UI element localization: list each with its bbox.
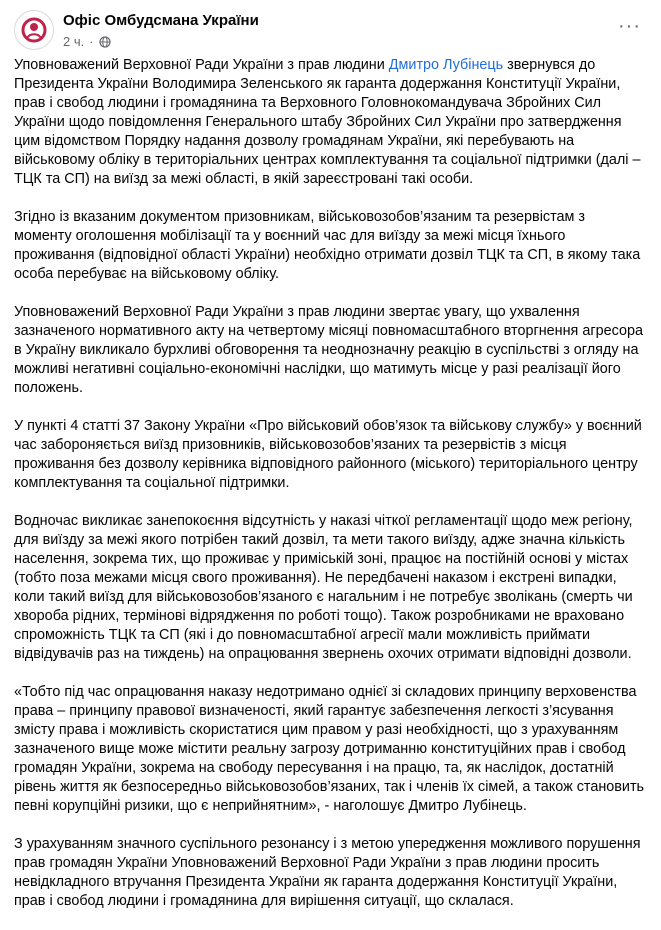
paragraph-6: «Тобто під час опрацювання наказу недотримано однієї зі складових принципу верховенства права – принципу правової визначеності, який гарантує забезпечення легкості з’ясування змісту права і можливість скористатися цим правом у разі необхідності, що з урахуванням зазначеного вище може містити реальну загрозу дотриманню конституційних прав і свобод громадян України, зокрема на свободу пересування і на працю, та, як наслідок, достатній рівень життя як безпосередньо військовозобов’язаних, так і членів їх сімей, а також становить певні корупційні ризики, що є неприйнятним», - наголошує Дмитро Лубінець. — [14, 684, 645, 814]
paragraph-5: Водночас викликає занепокоєння відсутність у наказі чіткої регламентації щодо меж регіону, для виїзду за межі якого потрібен такий дозвіл, та мети такого виїзду, адже значна кількість населення, зокрема тих, що проживає у приміській зоні, працює на постійній основі у містах (тобто поза межами місця свого проживання). Не передбачені наказом і екстрені випадки, коли такий виїзд для військовозобов’язаного є нагальним і не потребує зволікань (смерть чи хвороба рідних, термінові відрядження по роботі тощо). Також розробниками не враховано спроможність ТЦК та СП (які і до повномасштабної агресії мали можливість приймати відвідувачів раз на тиждень) на опрацювання звернень охочих отримати відповідні дозволи. — [14, 513, 633, 662]
post-text — [14, 56, 646, 930]
paragraph-text: звернувся до Президента України Володимира Зеленського як гаранта додержання Конституції України, прав і свобод людини і громадянина та Верховного Головнокомандувача Збройних Сил України щодо повідомлення Генерального штабу Збройних Сил України про затвердження цим відомством Порядку надання дозволу громадянам України, які перебувають на військовому обліку в територіальних центрах комплектування та соціальної підтримки (далі – ТЦК та СП) на виїзд за межі області, в якій зареєстровані такі особи. — [14, 57, 641, 187]
meta-separator: · — [89, 34, 94, 49]
globe-icon[interactable] — [99, 36, 111, 48]
more-options-icon[interactable]: ··· — [618, 15, 641, 37]
page-avatar[interactable] — [14, 10, 54, 50]
paragraph-7: З урахуванням значного суспільного резонансу і з метою упередження можливого порушення прав громадян України Уповноважений Верховної Ради України з прав людини просить невідкладного втручання Президента України як гаранта додержання Конституції України, прав і свобод людини і громадянина для вирішення ситуації, що склалася. — [14, 836, 641, 909]
post-timestamp[interactable]: 2 ч. — [63, 34, 85, 49]
paragraph-1 — [14, 56, 646, 189]
paragraph-3: Уповноважений Верховної Ради України з прав людини звертає увагу, що ухвалення зазначеного нормативного акту на четвертому місяці повномасштабного вторгнення агресора в Україну викликало бурхливі обговорення та неоднозначну реакцію в суспільстві з огляду на можливі негативні соціально-економічні наслідки, що матимуть місце у разі реалізації його положень. — [14, 304, 643, 396]
post-header — [14, 10, 651, 56]
paragraph-text: Уповноважений Верховної Ради України з прав людини — [14, 57, 389, 73]
paragraph-4: У пункті 4 статті 37 Закону України «Про військовий обов’язок та військову службу» у воєнний час забороняється виїзд призовників, військовозобов’язаних та резервістів з місця проживання без дозволу керівника відповідного районного (міського) територіального центру комплектування та соціальної підтримки. — [14, 418, 642, 491]
page-name[interactable]: Офіс Омбудсмана України — [63, 12, 259, 29]
ombudsman-logo-icon — [15, 11, 53, 49]
post-meta — [63, 34, 111, 49]
paragraph-2: Згідно із вказаним документом призовникам, військовозобов’язаним та резервістам з моменту оголошення мобілізації та у воєнний час для виїзду за межі місця їхнього проживання (відповідної області України) необхідно отримати дозвіл ТЦК та СП, в якому така особа перебуває на військовому обліку. — [14, 209, 641, 282]
mention-link[interactable]: Дмитро Лубінець — [388, 57, 504, 73]
